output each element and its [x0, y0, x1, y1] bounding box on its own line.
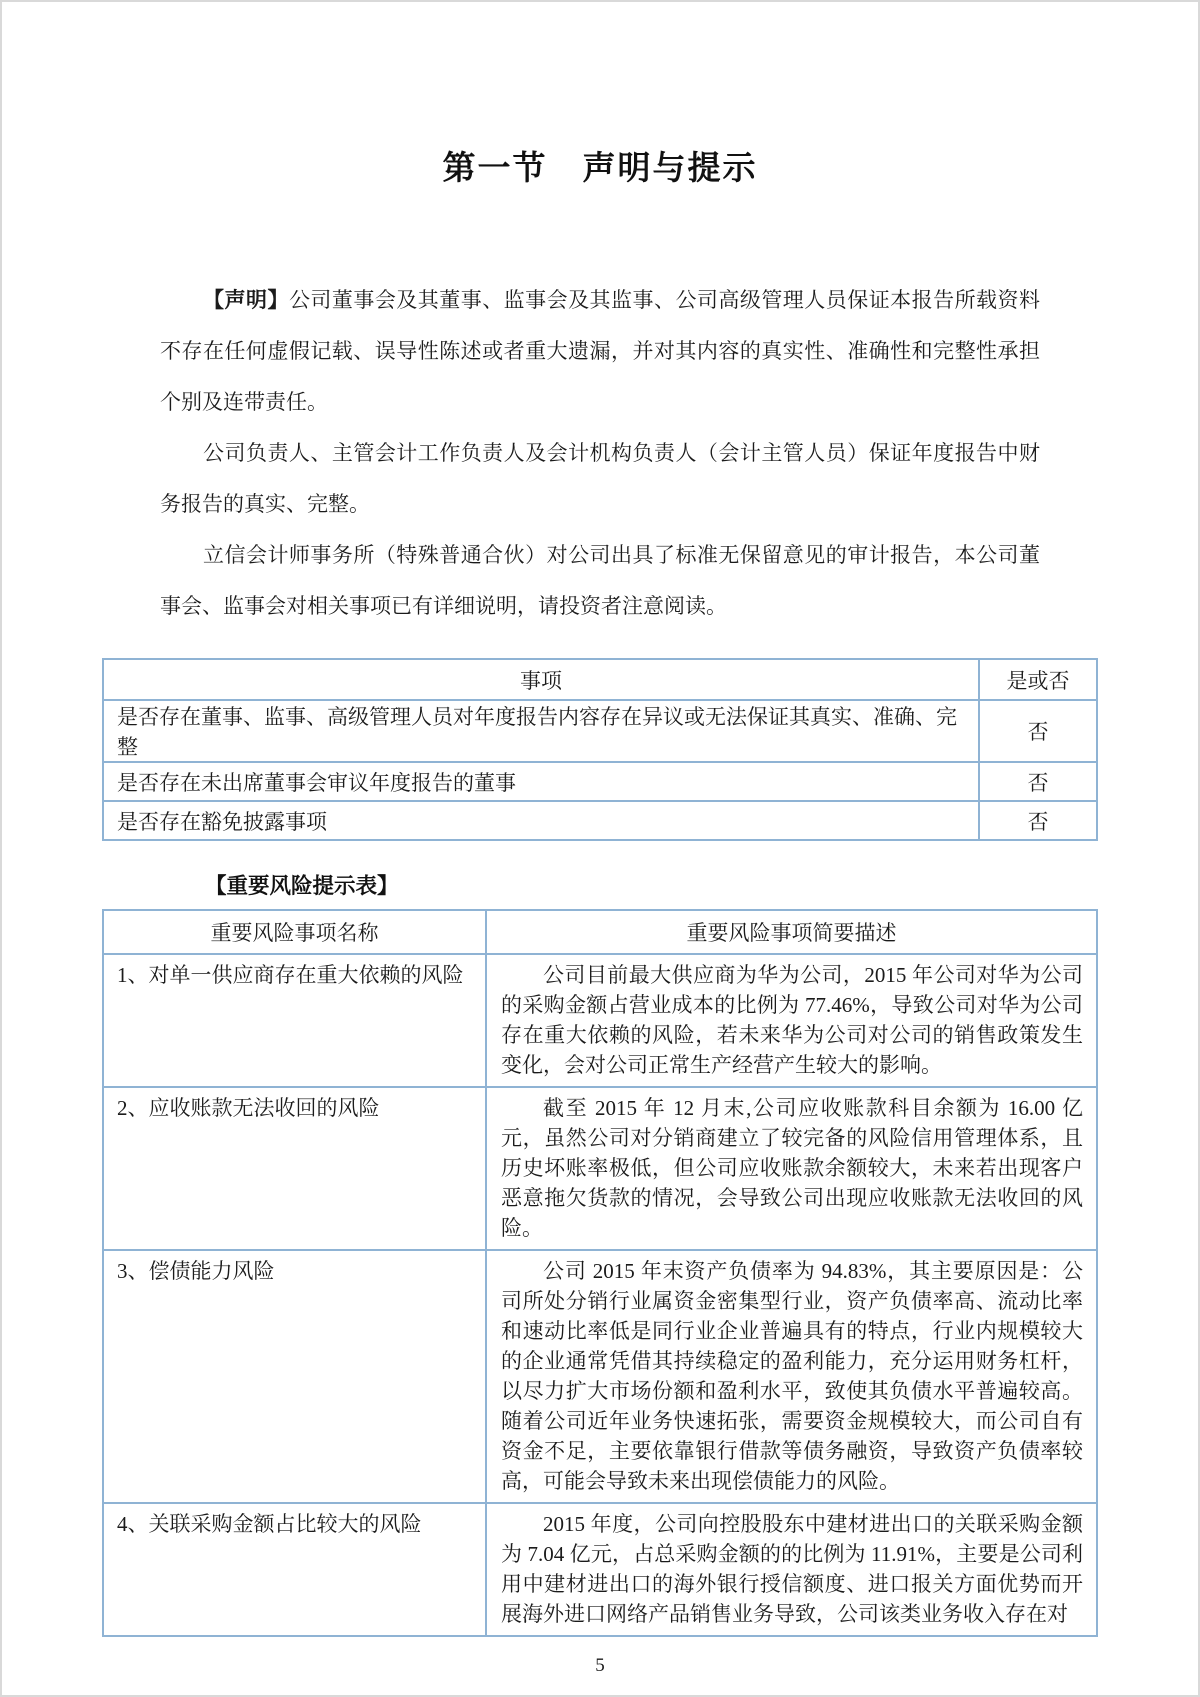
risk-item-description: 公司 2015 年末资产负债率为 94.83%，其主要原因是：公司所处分销行业属资金密集型行业，资产负债率高、流动比率和速动比率低是同行业企业普遍具有的特点，行业内规模较大的企业通常凭借其持续稳定的盈利能力，充分运用财务杠杆，以尽力扩大市场份额和盈利水平，致使其负债水平普遍较高。随着公司近年业务快速拓张，需要资金规模较大，而公司自有资金不足，主要依靠银行借款等债务融资，导致资产负债率较高，可能会导致未来出现偿债能力的风险。: [486, 1250, 1097, 1503]
table-row: [103, 1250, 1097, 1503]
statement-table: [102, 658, 1098, 841]
statement-answer: 否: [979, 801, 1097, 840]
declaration-label: 【声明】: [203, 288, 289, 312]
risk-item-description: 公司目前最大供应商为华为公司，2015 年公司对华为公司的采购金额占营业成本的比例为 77.46%，导致公司对华为公司存在重大依赖的风险，若未来华为公司对公司的销售政策发生变化，会对公司正常生产经营产生较大的影响。: [486, 954, 1097, 1087]
table-row: [103, 700, 1097, 762]
risk-table-header-desc: 重要风险事项简要描述: [486, 910, 1097, 954]
risk-item-name: 3、偿债能力风险: [103, 1250, 486, 1503]
risk-item-name: 2、应收账款无法收回的风险: [103, 1087, 486, 1250]
declaration-paragraph-3: 立信会计师事务所（特殊普通合伙）对公司出具了标准无保留意见的审计报告，本公司董事会、监事会对相关事项已有详细说明，请投资者注意阅读。: [160, 543, 1040, 618]
statement-answer: 否: [979, 762, 1097, 801]
page-number: 5: [595, 1655, 605, 1676]
risk-item-name: 4、关联采购金额占比较大的风险: [103, 1503, 486, 1636]
declaration-paragraph-1: [160, 275, 1040, 428]
table-row: [103, 762, 1097, 801]
table-row: [103, 954, 1097, 1087]
declaration-paragraph-2: 公司负责人、主管会计工作负责人及会计机构负责人（会计主管人员）保证年度报告中财务报告的真实、完整。: [160, 441, 1040, 516]
risk-item-name: 1、对单一供应商存在重大依赖的风险: [103, 954, 486, 1087]
risk-table-title: 【重要风险提示表】: [205, 874, 399, 898]
page-title: 第一节 声明与提示: [442, 151, 758, 187]
statement-answer: 否: [979, 700, 1097, 762]
statement-item: 是否存在董事、监事、高级管理人员对年度报告内容存在异议或无法保证其真实、准确、完整: [103, 700, 979, 762]
risk-table-header-name: 重要风险事项名称: [103, 910, 486, 954]
declaration-section: [160, 275, 1040, 632]
statement-item: 是否存在豁免披露事项: [103, 801, 979, 840]
table-row: [103, 1503, 1097, 1636]
risk-table: [102, 909, 1098, 1637]
statement-table-header-answer: 是或否: [979, 659, 1097, 700]
declaration-text-1: 公司董事会及其董事、监事会及其监事、公司高级管理人员保证本报告所载资料不存在任何虚假记载、误导性陈述或者重大遗漏，并对其内容的真实性、准确性和完整性承担个别及连带责任。: [160, 288, 1040, 414]
statement-table-header-row: [103, 659, 1097, 700]
risk-item-description: 2015 年度，公司向控股股东中建材进出口的关联采购金额为 7.04 亿元，占总采购金额的的比例为 11.91%，主要是公司利用中建材进出口的海外银行授信额度、进口报关方面优势而开展海外进口网络产品销售业务导致，公司该类业务收入存在对: [486, 1503, 1097, 1636]
table-row: [103, 801, 1097, 840]
statement-table-header-item: 事项: [103, 659, 979, 700]
risk-table-header-row: [103, 910, 1097, 954]
statement-item: 是否存在未出席董事会审议年度报告的董事: [103, 762, 979, 801]
risk-item-description: 截至 2015 年 12 月末,公司应收账款科目余额为 16.00 亿元，虽然公司对分销商建立了较完备的风险信用管理体系，且历史坏账率极低，但公司应收账款余额较大，未来若出现客户恶意拖欠货款的情况，会导致公司出现应收账款无法收回的风险。: [486, 1087, 1097, 1250]
table-row: [103, 1087, 1097, 1250]
